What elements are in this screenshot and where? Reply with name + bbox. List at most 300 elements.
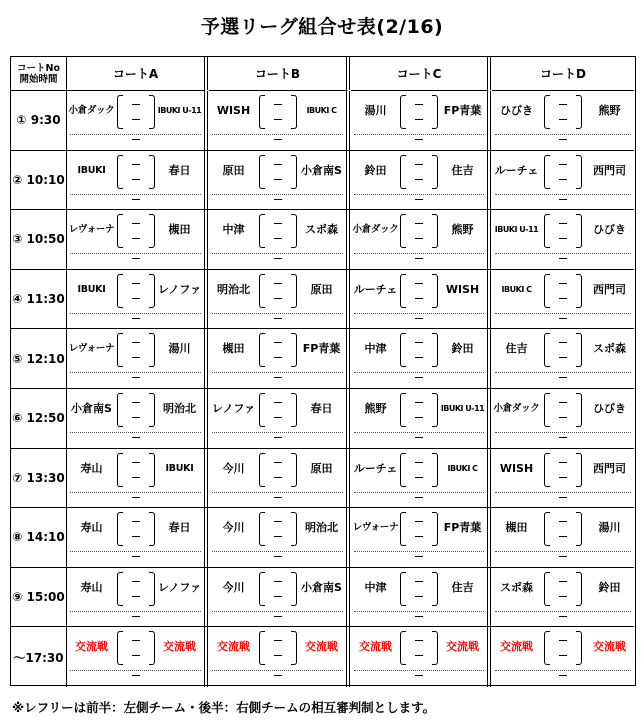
dotted-separator [212, 372, 343, 373]
left-bracket-mark [117, 333, 123, 367]
second-half-score-dash [559, 477, 567, 478]
left-team-name: スポ森 [500, 580, 533, 594]
right-bracket-mark [432, 572, 438, 606]
left-bracket-mark [400, 214, 406, 248]
score-bracket [259, 393, 297, 427]
dotted-separator [354, 432, 484, 433]
score-bracket [259, 453, 297, 487]
total-score-dash [274, 675, 282, 676]
dotted-separator [70, 432, 201, 433]
left-bracket-mark [117, 214, 123, 248]
dotted-separator [495, 432, 631, 433]
schedule-row [11, 627, 634, 687]
left-bracket-mark [259, 214, 265, 248]
left-team-name: 槻田 [222, 342, 245, 356]
first-half-score-dash [132, 104, 140, 105]
total-score-dash [415, 437, 423, 438]
first-half-score-dash [274, 402, 282, 403]
time-column-header [11, 57, 67, 91]
left-team-name: 鈴田 [364, 163, 387, 177]
first-half-score-dash [274, 164, 282, 165]
second-half-score-dash [415, 238, 423, 239]
left-bracket-mark [259, 95, 265, 129]
left-bracket-mark [117, 393, 123, 427]
right-team-name: スポ森 [593, 342, 626, 356]
left-bracket-mark [400, 393, 406, 427]
score-bracket [259, 333, 297, 367]
total-score-dash [132, 556, 140, 557]
dotted-separator [212, 194, 343, 195]
second-half-score-dash [132, 238, 140, 239]
first-half-score-dash [559, 104, 567, 105]
score-bracket [400, 453, 438, 487]
start-time: ⑥ 12:50 [11, 389, 67, 448]
second-half-score-dash [559, 417, 567, 418]
court-no-label: コートNo [17, 62, 60, 74]
left-bracket-mark [544, 155, 550, 189]
left-team-name: 小倉ダック [493, 403, 540, 414]
first-half-score-dash [274, 462, 282, 463]
right-team-name: WISH [445, 282, 480, 296]
match-cell-court-b [209, 389, 347, 448]
start-time: ⑨ 15:00 [11, 568, 67, 627]
left-bracket-mark [544, 95, 550, 129]
left-team-name: 中津 [222, 223, 245, 237]
score-bracket [544, 512, 582, 546]
left-team-name: 槻田 [505, 521, 528, 535]
left-bracket-mark [259, 512, 265, 546]
right-bracket-mark [149, 274, 155, 308]
second-half-score-dash [415, 596, 423, 597]
first-half-score-dash [132, 223, 140, 224]
right-bracket-mark [149, 95, 155, 129]
right-bracket-mark [149, 214, 155, 248]
left-bracket-mark [544, 572, 550, 606]
second-half-score-dash [415, 119, 423, 120]
start-time: ⑦ 13:30 [11, 449, 67, 508]
left-bracket-mark [544, 393, 550, 427]
match-cell-court-b [209, 210, 347, 269]
schedule-row [11, 449, 634, 509]
left-team-name: 小倉ダック [352, 224, 399, 236]
first-half-score-dash [132, 462, 140, 463]
match-cell-court-c [351, 389, 488, 448]
left-bracket-mark [259, 393, 265, 427]
right-team-name: 小倉南S [301, 580, 342, 594]
right-team-name: 鈴田 [598, 580, 621, 594]
score-bracket [117, 214, 155, 248]
right-bracket-mark [576, 274, 582, 308]
total-score-dash [559, 556, 567, 557]
right-bracket-mark [432, 333, 438, 367]
first-half-score-dash [132, 283, 140, 284]
dotted-separator [70, 551, 201, 552]
left-bracket-mark [400, 572, 406, 606]
dotted-separator [212, 432, 343, 433]
right-team-name: FP青葉 [302, 342, 341, 356]
total-score-dash [415, 258, 423, 259]
dotted-separator [354, 670, 484, 671]
match-cell-court-a [67, 627, 205, 687]
left-team-name: 今川 [222, 521, 245, 535]
dotted-separator [212, 670, 343, 671]
right-team-name: IBUKI C [306, 106, 337, 115]
dotted-separator [495, 194, 631, 195]
match-cell-court-a [67, 508, 205, 567]
right-bracket-mark [576, 572, 582, 606]
start-time: ① 9:30 [11, 91, 67, 150]
dotted-separator [70, 253, 201, 254]
first-half-score-dash [559, 521, 567, 522]
right-team-name: FP青葉 [443, 104, 482, 117]
total-score-dash [559, 258, 567, 259]
total-score-dash [274, 556, 282, 557]
score-bracket [544, 95, 582, 129]
total-score-dash [415, 497, 423, 498]
left-bracket-mark [117, 155, 123, 189]
schedule-row [11, 508, 634, 568]
dotted-separator [495, 372, 631, 373]
schedule-row [11, 568, 634, 628]
right-bracket-mark [149, 631, 155, 665]
match-cell-court-a [67, 91, 205, 150]
right-team-name: 春日 [168, 163, 191, 177]
left-team-name: 中津 [364, 580, 387, 594]
dotted-separator [212, 492, 343, 493]
dotted-separator [212, 611, 343, 612]
left-bracket-mark [400, 155, 406, 189]
left-bracket-mark [400, 274, 406, 308]
second-half-score-dash [132, 536, 140, 537]
left-bracket-mark [259, 453, 265, 487]
score-bracket [259, 155, 297, 189]
right-bracket-mark [291, 274, 297, 308]
second-half-score-dash [274, 119, 282, 120]
score-bracket [544, 274, 582, 308]
dotted-separator [354, 492, 484, 493]
right-team-name: 春日 [168, 521, 191, 535]
right-bracket-mark [291, 631, 297, 665]
first-half-score-dash [274, 640, 282, 641]
dotted-separator [70, 134, 201, 135]
first-half-score-dash [415, 402, 423, 403]
score-bracket [544, 155, 582, 189]
total-score-dash [132, 258, 140, 259]
match-cell-court-a [67, 329, 205, 388]
dotted-separator [495, 611, 631, 612]
first-half-score-dash [415, 164, 423, 165]
left-bracket-mark [400, 631, 406, 665]
right-team-name: 交流戦 [305, 640, 338, 654]
total-score-dash [274, 377, 282, 378]
right-bracket-mark [149, 155, 155, 189]
right-team-name: 春日 [310, 402, 333, 415]
schedule-row [11, 270, 634, 330]
second-half-score-dash [132, 179, 140, 180]
schedule-row [11, 151, 634, 211]
dotted-separator [495, 670, 631, 671]
left-team-name: ひびき [500, 104, 533, 117]
second-half-score-dash [559, 298, 567, 299]
score-bracket [400, 631, 438, 665]
first-half-score-dash [415, 640, 423, 641]
match-cell-court-b [209, 91, 347, 150]
total-score-dash [415, 556, 423, 557]
total-score-dash [132, 675, 140, 676]
right-bracket-mark [432, 95, 438, 129]
total-score-dash [559, 675, 567, 676]
right-bracket-mark [291, 214, 297, 248]
score-bracket [544, 572, 582, 606]
left-team-name: ルーチェ [353, 282, 398, 296]
right-team-name: 西門司 [593, 163, 626, 177]
first-half-score-dash [132, 581, 140, 582]
right-team-name: 槻田 [168, 223, 191, 237]
match-cell-court-a [67, 210, 205, 269]
score-bracket [117, 631, 155, 665]
right-bracket-mark [149, 333, 155, 367]
first-half-score-dash [274, 521, 282, 522]
first-half-score-dash [415, 283, 423, 284]
court-header-a: コートA [67, 57, 205, 91]
left-team-name: ルーチェ [353, 461, 398, 475]
first-half-score-dash [559, 462, 567, 463]
right-bracket-mark [149, 512, 155, 546]
right-team-name: IBUKI U-11 [440, 404, 485, 413]
right-bracket-mark [576, 393, 582, 427]
second-half-score-dash [132, 655, 140, 656]
left-team-name: WISH [216, 104, 251, 117]
total-score-dash [132, 139, 140, 140]
right-team-name: 熊野 [598, 104, 621, 117]
left-team-name: 熊野 [364, 402, 387, 415]
dotted-separator [354, 551, 484, 552]
match-cell-court-d [492, 210, 634, 269]
score-bracket [400, 95, 438, 129]
second-half-score-dash [132, 477, 140, 478]
right-team-name: ひびき [593, 402, 626, 415]
left-bracket-mark [259, 333, 265, 367]
left-team-name: 今川 [222, 580, 245, 594]
left-team-name: 交流戦 [75, 640, 108, 654]
start-time: ～17:30 [11, 627, 67, 687]
start-time: ⑤ 12:10 [11, 329, 67, 388]
right-bracket-mark [432, 512, 438, 546]
match-cell-court-b [209, 151, 347, 210]
match-cell-court-b [209, 449, 347, 508]
right-bracket-mark [291, 512, 297, 546]
match-cell-court-a [67, 568, 205, 627]
total-score-dash [132, 616, 140, 617]
score-bracket [400, 572, 438, 606]
left-team-name: WISH [499, 461, 534, 475]
score-bracket [400, 214, 438, 248]
match-cell-court-d [492, 389, 634, 448]
second-half-score-dash [274, 596, 282, 597]
left-bracket-mark [117, 572, 123, 606]
left-team-name: IBUKI C [501, 284, 532, 294]
first-half-score-dash [132, 342, 140, 343]
match-cell-court-b [209, 270, 347, 329]
right-bracket-mark [291, 95, 297, 129]
left-bracket-mark [117, 453, 123, 487]
second-half-score-dash [132, 596, 140, 597]
score-bracket [544, 214, 582, 248]
total-score-dash [559, 199, 567, 200]
first-half-score-dash [132, 521, 140, 522]
second-half-score-dash [415, 477, 423, 478]
left-bracket-mark [117, 274, 123, 308]
score-bracket [117, 572, 155, 606]
first-half-score-dash [274, 342, 282, 343]
score-bracket [117, 453, 155, 487]
right-bracket-mark [576, 333, 582, 367]
match-cell-court-b [209, 508, 347, 567]
total-score-dash [415, 616, 423, 617]
dotted-separator [70, 670, 201, 671]
second-half-score-dash [559, 655, 567, 656]
score-bracket [544, 631, 582, 665]
second-half-score-dash [274, 655, 282, 656]
left-team-name: IBUKI [77, 283, 106, 295]
second-half-score-dash [415, 417, 423, 418]
right-bracket-mark [291, 572, 297, 606]
score-bracket [117, 393, 155, 427]
second-half-score-dash [415, 655, 423, 656]
left-team-name: 交流戦 [217, 640, 250, 654]
first-half-score-dash [415, 521, 423, 522]
score-bracket [259, 95, 297, 129]
match-cell-court-b [209, 568, 347, 627]
court-header-b: コートB [209, 57, 347, 91]
dotted-separator [354, 611, 484, 612]
total-score-dash [132, 199, 140, 200]
dotted-separator [70, 611, 201, 612]
right-team-name: IBUKI U-11 [157, 106, 202, 115]
first-half-score-dash [274, 581, 282, 582]
left-team-name: レヴォーナ [68, 343, 115, 355]
right-team-name: IBUKI C [447, 463, 478, 473]
right-team-name: 交流戦 [593, 640, 626, 654]
left-team-name: 寿山 [80, 461, 103, 475]
total-score-dash [274, 497, 282, 498]
dotted-separator [495, 492, 631, 493]
total-score-dash [132, 497, 140, 498]
left-team-name: レノファ [211, 402, 256, 415]
score-bracket [117, 155, 155, 189]
total-score-dash [274, 258, 282, 259]
right-bracket-mark [432, 453, 438, 487]
dotted-separator [212, 313, 343, 314]
schedule-row [11, 389, 634, 449]
match-cell-court-c [351, 568, 488, 627]
right-team-name: レノファ [157, 580, 202, 594]
right-team-name: 明治北 [305, 521, 338, 535]
right-bracket-mark [432, 274, 438, 308]
second-half-score-dash [559, 357, 567, 358]
first-half-score-dash [559, 283, 567, 284]
score-bracket [117, 512, 155, 546]
first-half-score-dash [132, 164, 140, 165]
match-cell-court-d [492, 329, 634, 388]
match-cell-court-c [351, 508, 488, 567]
score-bracket [259, 512, 297, 546]
left-team-name: IBUKI [77, 164, 106, 176]
total-score-dash [274, 616, 282, 617]
left-team-name: レヴォーナ [352, 522, 399, 534]
right-bracket-mark [576, 214, 582, 248]
left-bracket-mark [544, 333, 550, 367]
total-score-dash [559, 139, 567, 140]
right-team-name: 西門司 [593, 461, 626, 475]
left-bracket-mark [259, 631, 265, 665]
second-half-score-dash [559, 238, 567, 239]
right-team-name: 西門司 [593, 282, 626, 296]
right-team-name: 交流戦 [163, 640, 196, 654]
left-team-name: 原田 [222, 163, 245, 177]
score-bracket [117, 274, 155, 308]
right-bracket-mark [576, 95, 582, 129]
match-cell-court-c [351, 449, 488, 508]
left-team-name: 寿山 [80, 580, 103, 594]
second-half-score-dash [274, 238, 282, 239]
match-cell-court-d [492, 91, 634, 150]
schedule-row [11, 91, 634, 151]
right-team-name: 交流戦 [446, 640, 479, 654]
right-team-name: 明治北 [163, 402, 196, 415]
match-cell-court-c [351, 270, 488, 329]
match-cell-court-b [209, 627, 347, 687]
first-half-score-dash [559, 342, 567, 343]
right-team-name: 住吉 [451, 163, 474, 177]
first-half-score-dash [415, 462, 423, 463]
total-score-dash [415, 675, 423, 676]
total-score-dash [132, 318, 140, 319]
left-team-name: IBUKI U-11 [494, 225, 539, 235]
left-team-name: 寿山 [80, 521, 103, 535]
match-cell-court-d [492, 270, 634, 329]
right-bracket-mark [291, 453, 297, 487]
match-cell-court-a [67, 449, 205, 508]
left-team-name: 湯川 [364, 104, 387, 117]
score-bracket [544, 393, 582, 427]
referee-note: ※レフリーは前半：左側チーム・後半：右側チームの相互審判制とします。 [12, 700, 436, 715]
right-team-name: IBUKI [165, 462, 194, 474]
right-team-name: 原田 [310, 282, 333, 296]
match-cell-court-b [209, 329, 347, 388]
schedule-row [11, 329, 634, 389]
first-half-score-dash [274, 283, 282, 284]
left-bracket-mark [400, 453, 406, 487]
dotted-separator [354, 194, 484, 195]
left-team-name: レヴォーナ [68, 224, 115, 236]
page-title: 予選リーグ組合せ表(2/16) [200, 16, 444, 38]
total-score-dash [559, 318, 567, 319]
left-bracket-mark [400, 333, 406, 367]
right-team-name: 住吉 [451, 580, 474, 594]
first-half-score-dash [559, 581, 567, 582]
start-time: ④ 11:30 [11, 270, 67, 329]
score-bracket [259, 214, 297, 248]
second-half-score-dash [132, 298, 140, 299]
second-half-score-dash [274, 298, 282, 299]
left-bracket-mark [259, 155, 265, 189]
score-bracket [259, 631, 297, 665]
score-bracket [544, 453, 582, 487]
total-score-dash [559, 616, 567, 617]
second-half-score-dash [415, 536, 423, 537]
start-time: ③ 10:50 [11, 210, 67, 269]
